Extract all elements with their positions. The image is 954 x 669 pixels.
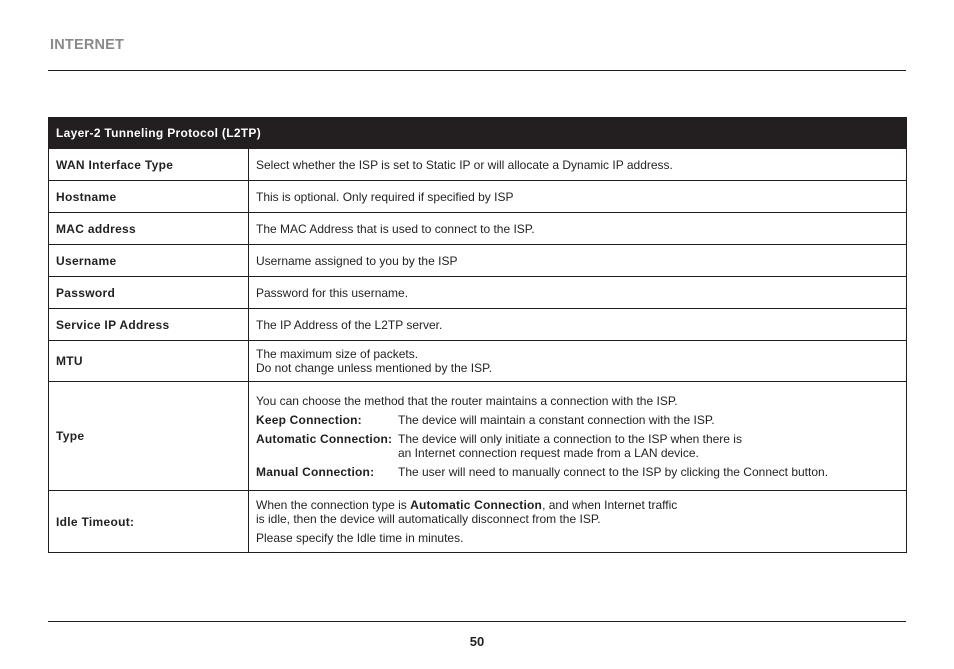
table-row xyxy=(49,181,907,213)
type-option-manual-connection xyxy=(256,465,899,479)
row-label-wan-interface-type: WAN Interface Type xyxy=(49,149,249,181)
table-row xyxy=(49,341,907,382)
mtu-line-2: Do not change unless mentioned by the ISP. xyxy=(256,361,492,375)
table-row xyxy=(49,149,907,181)
row-label-mac-address: MAC address xyxy=(49,213,249,245)
idle-timeout-line-1: When the connection type is Automatic Connection, and when Internet traffic xyxy=(256,498,678,512)
section-title: INTERNET xyxy=(50,37,125,53)
mtu-line-1: The maximum size of packets. xyxy=(256,347,419,361)
table-row xyxy=(49,213,907,245)
l2tp-settings-table xyxy=(48,117,907,553)
row-description-username: Username assigned to you by the ISP xyxy=(249,245,907,277)
table-row xyxy=(49,245,907,277)
row-description-mac-address: The MAC Address that is used to connect to the ISP. xyxy=(249,213,907,245)
row-description-service-ip-address: The IP Address of the L2TP server. xyxy=(249,309,907,341)
row-description-hostname: This is optional. Only required if specified by ISP xyxy=(249,181,907,213)
type-intro: You can choose the method that the router maintains a connection with the ISP. xyxy=(256,393,678,408)
option-name: Automatic Connection: xyxy=(256,431,393,446)
table-row xyxy=(49,382,907,491)
row-description-mtu xyxy=(249,341,907,382)
row-label-idle-timeout: Idle Timeout: xyxy=(49,491,249,553)
table-row xyxy=(49,277,907,309)
table-row xyxy=(49,309,907,341)
type-option-keep-connection xyxy=(256,413,899,427)
table-row xyxy=(49,491,907,553)
option-name: Keep Connection: xyxy=(256,412,362,427)
row-label-type: Type xyxy=(49,382,249,491)
bottom-divider xyxy=(48,621,906,622)
option-name: Manual Connection: xyxy=(256,464,375,479)
page-number: 50 xyxy=(469,634,485,649)
top-divider xyxy=(48,70,906,71)
row-label-mtu: MTU xyxy=(49,341,249,382)
row-label-password: Password xyxy=(49,277,249,309)
type-option-automatic-connection xyxy=(256,432,899,460)
row-label-username: Username xyxy=(49,245,249,277)
row-label-service-ip-address: Service IP Address xyxy=(49,309,249,341)
row-description-wan-interface-type: Select whether the ISP is set to Static IP or will allocate a Dynamic IP address. xyxy=(249,149,907,181)
emphasis-text: Automatic Connection xyxy=(410,498,543,512)
table-title: Layer-2 Tunneling Protocol (L2TP) xyxy=(49,118,907,149)
idle-timeout-line-2: is idle, then the device will automatically disconnect from the ISP. xyxy=(256,512,601,526)
idle-timeout-line-3: Please specify the Idle time in minutes. xyxy=(256,531,464,545)
row-description-password: Password for this username. xyxy=(249,277,907,309)
row-description-type xyxy=(249,382,907,491)
row-description-idle-timeout xyxy=(249,491,907,553)
option-text: The user will need to manually connect to the ISP by clicking the Connect button. xyxy=(398,464,829,479)
table-header-row xyxy=(49,118,907,149)
option-text: The device will maintain a constant connection with the ISP. xyxy=(398,412,715,427)
option-text: The device will only initiate a connection to the ISP when there is xyxy=(398,431,742,446)
row-label-hostname: Hostname xyxy=(49,181,249,213)
option-text-continued: an Internet connection request made from a LAN device. xyxy=(398,445,699,460)
